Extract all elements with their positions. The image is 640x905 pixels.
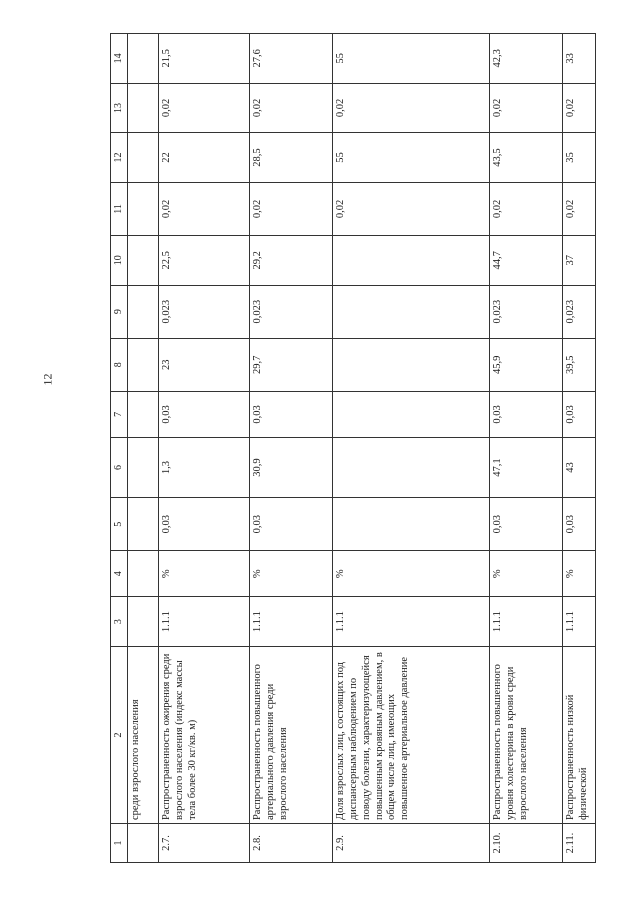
indicator-name-cell: Распространенность ожирения среди взрослого населения (индекс массы тела более 30 кг/кв. м) xyxy=(159,646,250,823)
table-cell: 30,9 xyxy=(250,437,333,497)
table-cell: 0,02 xyxy=(159,83,250,133)
table-row xyxy=(128,34,159,863)
table-cell: 22 xyxy=(159,133,250,183)
table-cell: % xyxy=(333,551,490,597)
column-header: 8 xyxy=(111,338,128,391)
table-cell: 0,02 xyxy=(159,182,250,235)
table-cell xyxy=(128,182,159,235)
table-cell: 1.1.1 xyxy=(333,597,490,647)
table-cell: 0,03 xyxy=(250,391,333,437)
table-cell: 33 xyxy=(563,34,596,84)
table-cell: 0,023 xyxy=(250,285,333,338)
table-cell xyxy=(128,83,159,133)
table-row xyxy=(333,34,490,863)
table-cell: 1.1.1 xyxy=(250,597,333,647)
table-cell: 23 xyxy=(159,338,250,391)
table-cell xyxy=(128,285,159,338)
table-cell: 0,03 xyxy=(490,498,563,551)
table-cell: % xyxy=(490,551,563,597)
table-cell: 0,03 xyxy=(563,498,596,551)
table-cell: 29,2 xyxy=(250,235,333,285)
table-cell: 2.7. xyxy=(159,824,250,863)
table-cell xyxy=(333,498,490,551)
table-cell: 47,1 xyxy=(490,437,563,497)
header-row xyxy=(111,34,128,863)
table-cell: 1,3 xyxy=(159,437,250,497)
table-cell xyxy=(128,391,159,437)
table-cell: 0,03 xyxy=(159,498,250,551)
table-cell: 1.1.1 xyxy=(563,597,596,647)
table-cell: 0,02 xyxy=(563,182,596,235)
table-cell: 0,03 xyxy=(563,391,596,437)
column-header: 10 xyxy=(111,235,128,285)
table-cell: 2.11. xyxy=(563,824,596,863)
column-header: 11 xyxy=(111,182,128,235)
table-cell: 0,023 xyxy=(490,285,563,338)
table-row xyxy=(159,34,250,863)
table-cell xyxy=(333,285,490,338)
page-number: 12 xyxy=(40,373,55,386)
table-cell: 22,5 xyxy=(159,235,250,285)
table-cell: 29,7 xyxy=(250,338,333,391)
table-cell: 2.8. xyxy=(250,824,333,863)
table-body xyxy=(128,34,596,863)
table-cell xyxy=(333,391,490,437)
table-row xyxy=(250,34,333,863)
table-cell xyxy=(128,824,159,863)
table-cell xyxy=(128,498,159,551)
table-cell: 27,6 xyxy=(250,34,333,84)
table-cell: 39,5 xyxy=(563,338,596,391)
table-row xyxy=(563,34,596,863)
table-cell: 37 xyxy=(563,235,596,285)
table-cell: 0,023 xyxy=(159,285,250,338)
table-cell: 0,03 xyxy=(490,391,563,437)
table-cell xyxy=(128,133,159,183)
table-cell: 1.1.1 xyxy=(159,597,250,647)
table-cell: 1.1.1 xyxy=(490,597,563,647)
table-cell: 0,02 xyxy=(563,83,596,133)
indicator-name-cell: Распространенность низкой физической xyxy=(563,646,596,823)
table-cell: 0,03 xyxy=(159,391,250,437)
table-cell: 0,02 xyxy=(250,182,333,235)
table-cell xyxy=(128,551,159,597)
column-header: 3 xyxy=(111,597,128,647)
column-header: 1 xyxy=(111,824,128,863)
table-cell: 0,02 xyxy=(333,83,490,133)
table-cell: 0,03 xyxy=(250,498,333,551)
column-header: 4 xyxy=(111,551,128,597)
column-header: 9 xyxy=(111,285,128,338)
column-header: 12 xyxy=(111,133,128,183)
table-row xyxy=(490,34,563,863)
indicator-name-cell: Доля взрослых лиц, состоящих под диспансерным наблюдением по поводу болезни, характеризующейся повышенным кровяным давлением, в общем числе лиц, имеющих повышенное артериальное давление xyxy=(333,646,490,823)
table-cell: 55 xyxy=(333,133,490,183)
table-cell: % xyxy=(563,551,596,597)
table-cell xyxy=(128,34,159,84)
table-cell: % xyxy=(159,551,250,597)
table-cell xyxy=(333,235,490,285)
table-cell xyxy=(128,597,159,647)
table-cell: 21,5 xyxy=(159,34,250,84)
table-cell: 2.9. xyxy=(333,824,490,863)
table-cell: 28,5 xyxy=(250,133,333,183)
table-cell: 55 xyxy=(333,34,490,84)
table-cell: % xyxy=(250,551,333,597)
indicator-name-cell: Распространенность повышенного артериального давления среди взрослого населения xyxy=(250,646,333,823)
table-cell: 0,02 xyxy=(333,182,490,235)
table-cell: 45,9 xyxy=(490,338,563,391)
column-header: 7 xyxy=(111,391,128,437)
column-header: 5 xyxy=(111,498,128,551)
indicator-name-cell: среди взрослого населения xyxy=(128,646,159,823)
column-header: 6 xyxy=(111,437,128,497)
column-header: 13 xyxy=(111,83,128,133)
table-cell: 0,02 xyxy=(490,83,563,133)
table-cell xyxy=(128,437,159,497)
table-cell: 0,023 xyxy=(563,285,596,338)
table-cell xyxy=(128,235,159,285)
table-cell: 42,3 xyxy=(490,34,563,84)
table-cell: 43 xyxy=(563,437,596,497)
table-cell: 35 xyxy=(563,133,596,183)
table-cell xyxy=(128,338,159,391)
indicator-table xyxy=(110,33,596,863)
table-cell: 44,7 xyxy=(490,235,563,285)
indicator-name-cell: Распространенность повышенного уровня холестерина в крови среди взрослого населения xyxy=(490,646,563,823)
table-cell: 2.10. xyxy=(490,824,563,863)
table-cell xyxy=(333,338,490,391)
column-header: 2 xyxy=(111,646,128,823)
table-cell: 43,5 xyxy=(490,133,563,183)
table-cell: 0,02 xyxy=(490,182,563,235)
table-container xyxy=(110,33,610,863)
table-cell xyxy=(333,437,490,497)
table-cell: 0,02 xyxy=(250,83,333,133)
column-header: 14 xyxy=(111,34,128,84)
